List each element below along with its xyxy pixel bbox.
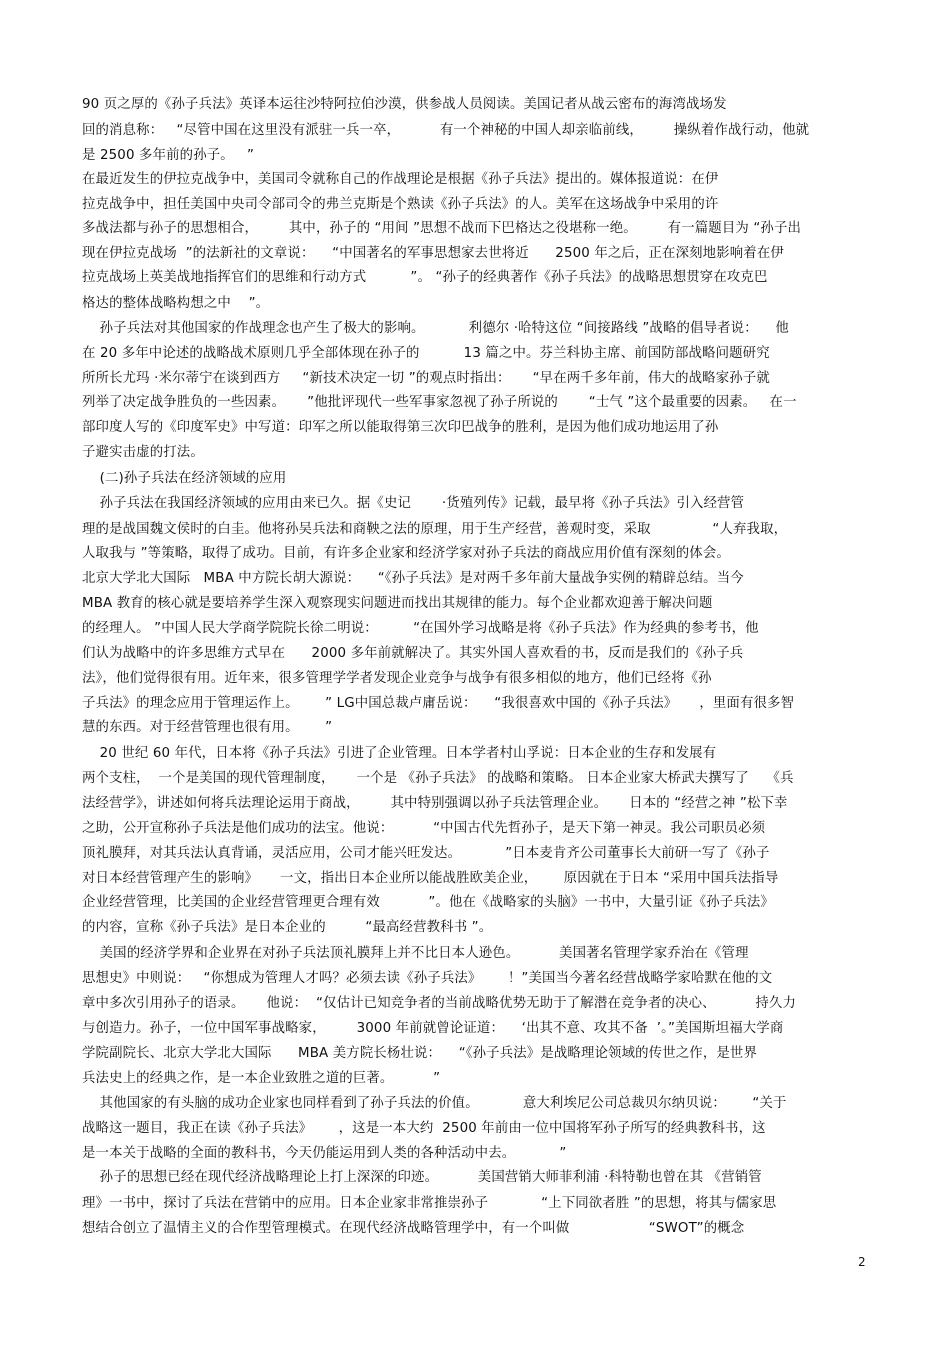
text-line: 想结合创立了温情主义的合作型管理模式。在现代经济战略管理学中，有一个叫做 “SWOT”的概念 bbox=[82, 1221, 745, 1236]
text-line: 格达的整体战略构想之中 ”。 bbox=[82, 296, 270, 311]
text-line: 拉克战争中，担任美国中央司令部司令的弗兰克斯是个熟读《孙子兵法》的人。美军在这场战争中采用的许 bbox=[82, 197, 719, 212]
text-line: 在 20 多年中论述的战略战术原则几乎全部体现在孙子的 13 篇之中。芬兰科协主席、前国防部战略问题研究 bbox=[82, 346, 770, 361]
text-line: 列举了决定战争胜负的一些因素。 ”他批评现代一些军事家忽视了孙子所说的 “士气 ”这个最重要的因素。 在一 bbox=[82, 395, 797, 410]
text-line: 顶礼膜拜，对其兵法认真背诵，灵活应用，公司才能兴旺发达。 ”日本麦肯齐公司董事长大前研一写了《孙子 bbox=[82, 846, 770, 861]
text-line: 战略这一题目，我正在读《孙子兵法》 ，这是一本大约 2500 年前由一位中国将军孙子所写的经典教科书，这 bbox=[82, 1121, 766, 1136]
text-line: 之助，公开宣称孙子兵法是他们成功的法宝。他说： “中国古代先哲孙子，是天下第一神灵。我公司职员必须 bbox=[82, 821, 766, 836]
text-line: 其他国家的有头脑的成功企业家也同样看到了孙子兵法的价值。 意大利埃尼公司总裁贝尔纳贝说： “关于 bbox=[82, 1096, 787, 1111]
text-line: 慧的东西。对于经营管理也很有用。 ” bbox=[82, 720, 333, 735]
text-line: 们认为战略中的许多思维方式早在 2000 多年前就解决了。其实外国人喜欢看的书，反而是我们的《孙子兵 bbox=[82, 646, 744, 661]
text-line: 孙子兵法在我国经济领域的应用由来已久。据《史记 ·货殖列传》记载，最早将《孙子兵法》引入经营管 bbox=[82, 496, 745, 511]
text-line: 在最近发生的伊拉克战争中，美国司令就称自己的作战理论是根据《孙子兵法》提出的。媒体报道说：在伊 bbox=[82, 172, 719, 187]
text-line: 北京大学北大国际 MBA 中方院长胡大源说： “《孙子兵法》是对两千多年前大量战争实例的精辟总结。当今 bbox=[82, 571, 744, 586]
text-line: 20 世纪 60 年代，日本将《孙子兵法》引进了企业管理。日本学者村山孚说：日本企业的生存和发展有 bbox=[82, 746, 717, 761]
text-line: 法》，他们觉得很有用。近年来，很多管理学学者发现企业竞争与战争有很多相似的地方，他们已经将《孙 bbox=[82, 671, 712, 686]
text-line: 的经理人。 ”中国人民大学商学院院长徐二明说： “在国外学习战略是将《孙子兵法》作为经典的参考书，他 bbox=[82, 621, 759, 636]
text-line: MBA 教育的核心就是要培养学生深入观察现实问题进而找出其规律的能力。每个企业都欢迎善于解决问题 bbox=[82, 596, 713, 611]
text-line: 对日本经营管理产生的影响》 一文，指出日本企业所以能战胜欧美企业， 原因就在于日本 “采用中国兵法指导 bbox=[82, 871, 779, 886]
text-line: 理的是战国魏文侯时的白圭。他将孙吴兵法和商鞅之法的原理，用于生产经营，善观时变，采取 “人弃我取， bbox=[82, 522, 788, 537]
text-line: (二)孙子兵法在经济领域的应用 bbox=[82, 471, 287, 486]
text-line: 子避实击虚的打法。 bbox=[82, 445, 204, 460]
text-line: 法经营学》，讲述如何将兵法理论运用于商战， 其中特别强调以孙子兵法管理企业。 日本的 “经营之神 ”松下幸 bbox=[82, 796, 788, 811]
text-line: 兵法史上的经典之作，是一本企业致胜之道的巨著。 ” bbox=[82, 1071, 441, 1086]
text-line: 多战法都与孙子的思想相合， 其中，孙子的 “用间 ”思想不战而下巴格达之役堪称一绝。 有一篇题目为 “孙子出 bbox=[82, 221, 802, 236]
text-line: 的内容，宣称《孙子兵法》是日本企业的 “最高经营教科书 ”。 bbox=[82, 920, 493, 935]
text-line: 学院副院长、北京大学北大国际 MBA 美方院长杨壮说： “《孙子兵法》是战略理论领域的传世之作，是世界 bbox=[82, 1046, 757, 1061]
text-line: 孙子的思想已经在现代经济战略理论上打上深深的印迹。 美国营销大师菲利浦 ·科特勒也曾在其 《营销管 bbox=[82, 1170, 762, 1185]
text-line: 回的消息称： “尽管中国在这里没有派驻一兵一卒， 有一个神秘的中国人却亲临前线， 操纵着作战行动，他就 bbox=[82, 123, 810, 138]
text-line: 所所长尤玛 ·米尔蒂宁在谈到西方 “新技术决定一切 ”的观点时指出： “早在两千多年前，伟大的战略家孙子就 bbox=[82, 371, 770, 386]
text-line: 美国的经济学界和企业界在对孙子兵法顶礼膜拜上并不比日本人逊色。 美国著名管理学家乔治在《管理 bbox=[82, 946, 749, 961]
text-line: 理》一书中，探讨了兵法在营销中的应用。日本企业家非常推崇孙子 “上下同欲者胜 ”的思想，将其与儒家思 bbox=[82, 1196, 777, 1211]
text-line: 现在伊拉克战场 ”的法新社的文章说： “中国著名的军事思想家去世将近 2500 年之后，正在深刻地影响着在伊 bbox=[82, 246, 784, 261]
text-line: 章中多次引用孙子的语录。 他说： “仅估计已知竞争者的当前战略优势无助于了解潜在竞争者的决心、 持久力 bbox=[82, 996, 796, 1011]
text-line: 两个支柱， 一个是美国的现代管理制度， 一个是 《孙子兵法》 的战略和策略。 日本企业家大桥武夫撰写了 《兵 bbox=[82, 771, 794, 786]
text-line: 部印度人写的《印度军史》中写道：印军之所以能取得第三次印巴战争的胜利，是因为他们成功地运用了孙 bbox=[82, 420, 719, 435]
text-line: 是 2500 多年前的孙子。 ” bbox=[82, 148, 255, 163]
page-number: 2 bbox=[858, 1255, 866, 1269]
text-line: 是一本关于战略的全面的教科书，今天仍能运用到人类的各种活动中去。 ” bbox=[82, 1146, 567, 1161]
text-line: 思想史》中则说： “你想成为管理人才吗？必须去读《孙子兵法》 ！”美国当今著名经营战略学家哈默在他的文 bbox=[82, 971, 773, 986]
text-line: 孙子兵法对其他国家的作战理念也产生了极大的影响。 利德尔 ·哈特这位 “间接路线 ”战略的倡导者说： 他 bbox=[82, 321, 789, 336]
text-line: 拉克战场上英美战地指挥官们的思维和行动方式 ”。 “孙子的经典著作《孙子兵法》的战略思想贯穿在攻克巴 bbox=[82, 270, 768, 285]
text-line: 人取我与 ”等策略，取得了成功。目前，有许多企业家和经济学家对孙子兵法的商战应用价值有深刻的体会。 bbox=[82, 546, 730, 561]
text-line: 90 页之厚的《孙子兵法》英译本运往沙特阿拉伯沙漠，供参战人员阅读。美国记者从战云密布的海湾战场发 bbox=[82, 97, 727, 112]
text-line: 子兵法》的理念应用于管理运作上。 ” LG中国总裁卢庸岳说： “我很喜欢中国的《孙子兵法》 ，里面有很多智 bbox=[82, 696, 795, 711]
text-line: 企业经营管理，比美国的企业经营管理更合理有效 ”。他在《战略家的头脑》一书中，大量引证《孙子兵法》 bbox=[82, 895, 774, 910]
text-line: 与创造力。孙子，一位中国军事战略家， 3000 年前就曾论证道： ‘出其不意、攻其不备 ’。”美国斯坦福大学商 bbox=[82, 1021, 784, 1036]
